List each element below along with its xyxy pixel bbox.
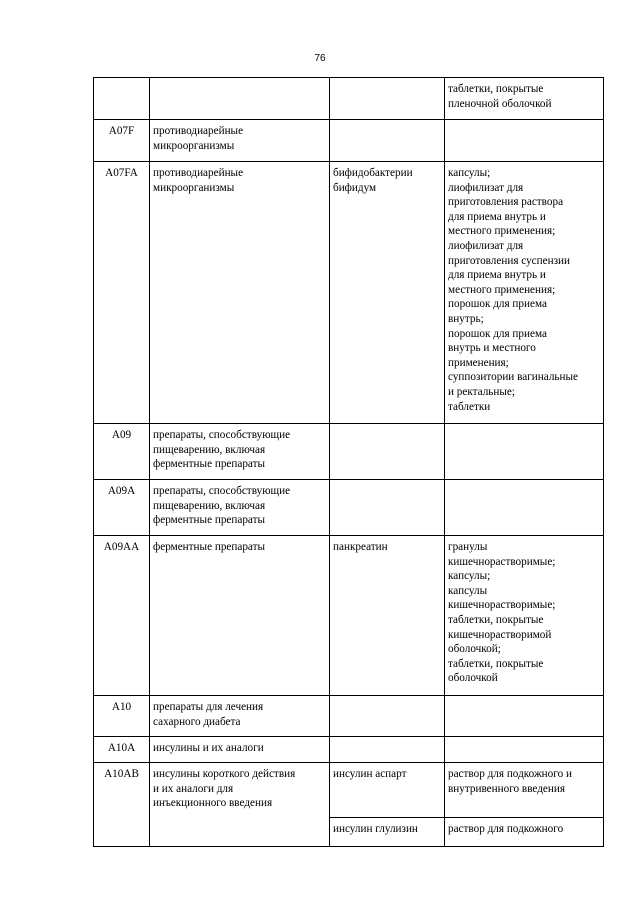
dosage-form-cell bbox=[445, 480, 604, 536]
dosage-form-cell: гранулы кишечнорастворимые; капсулы; капсулы кишечнорастворимые; таблетки, покрытые кишечнорастворимой оболочкой; таблетки, покрытые оболочкой bbox=[445, 536, 604, 696]
dosage-form-cell: капсулы; лиофилизат для приготовления раствора для приема внутрь и местного применения; лиофилизат для приготовления суспензии для приема внутрь и местного применения; порошок для приема внутрь; порошок для приема внутрь и местного применения; суппозитории вагинальные и ректальные; таблетки bbox=[445, 162, 604, 424]
drug-name-cell: бифидобактерии бифидум bbox=[330, 162, 445, 424]
drug-name-cell bbox=[330, 424, 445, 480]
atc-code-cell: A09A bbox=[94, 480, 150, 536]
drug-name-cell bbox=[330, 696, 445, 737]
dosage-form-cell bbox=[445, 424, 604, 480]
atc-code-cell: A09AA bbox=[94, 536, 150, 696]
dosage-form-cell bbox=[445, 737, 604, 763]
table-row bbox=[94, 162, 604, 424]
table-row bbox=[94, 480, 604, 536]
drug-name-cell: панкреатин bbox=[330, 536, 445, 696]
atc-group-name-cell: препараты для лечения сахарного диабета bbox=[150, 696, 330, 737]
atc-group-name-cell: противодиарейные микроорганизмы bbox=[150, 162, 330, 424]
atc-group-name-cell: инсулины короткого действия и их аналоги для инъекционного введения bbox=[150, 763, 330, 847]
dosage-form-cell bbox=[445, 696, 604, 737]
atc-code-cell: A07F bbox=[94, 120, 150, 162]
page-number: 76 bbox=[314, 53, 326, 64]
table-row bbox=[94, 696, 604, 737]
atc-group-name-cell: противодиарейные микроорганизмы bbox=[150, 120, 330, 162]
drug-name-cell: инсулин глулизин bbox=[330, 818, 445, 847]
table-row bbox=[94, 536, 604, 696]
atc-group-name-cell: ферментные препараты bbox=[150, 536, 330, 696]
dosage-form-cell: раствор для подкожного и внутривенного введения bbox=[445, 763, 604, 818]
atc-group-name-cell bbox=[150, 78, 330, 120]
table-row bbox=[94, 120, 604, 162]
drug-classification-table bbox=[93, 77, 604, 847]
drug-name-cell bbox=[330, 737, 445, 763]
atc-code-cell: A07FA bbox=[94, 162, 150, 424]
dosage-form-cell: раствор для подкожного bbox=[445, 818, 604, 847]
table-row bbox=[94, 737, 604, 763]
drug-name-cell bbox=[330, 78, 445, 120]
drug-name-cell: инсулин аспарт bbox=[330, 763, 445, 818]
drug-name-cell bbox=[330, 480, 445, 536]
drug-name-cell bbox=[330, 120, 445, 162]
dosage-form-cell bbox=[445, 120, 604, 162]
atc-code-cell: A10A bbox=[94, 737, 150, 763]
table-row bbox=[94, 763, 604, 818]
table-row bbox=[94, 78, 604, 120]
dosage-form-cell: таблетки, покрытые пленочной оболочкой bbox=[445, 78, 604, 120]
atc-code-cell: A10AB bbox=[94, 763, 150, 847]
atc-code-cell bbox=[94, 78, 150, 120]
atc-code-cell: A09 bbox=[94, 424, 150, 480]
atc-code-cell: A10 bbox=[94, 696, 150, 737]
atc-group-name-cell: препараты, способствующие пищеварению, включая ферментные препараты bbox=[150, 424, 330, 480]
table-row bbox=[94, 424, 604, 480]
atc-group-name-cell: препараты, способствующие пищеварению, включая ферментные препараты bbox=[150, 480, 330, 536]
atc-group-name-cell: инсулины и их аналоги bbox=[150, 737, 330, 763]
